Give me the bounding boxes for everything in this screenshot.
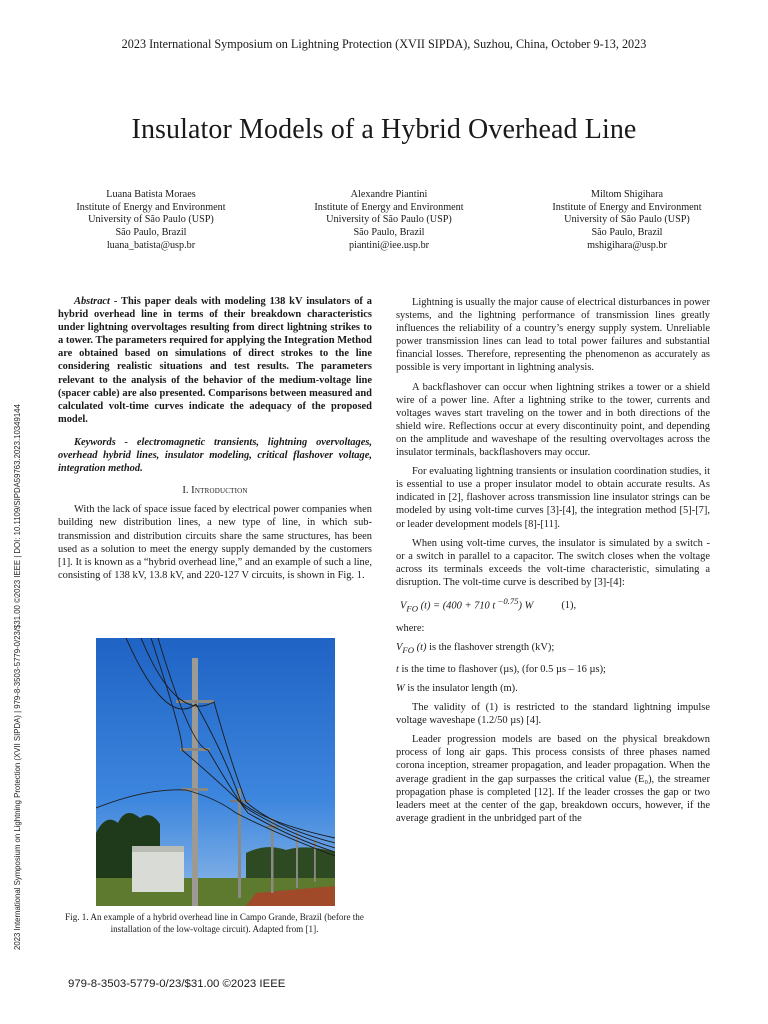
- section-heading: [58, 484, 372, 497]
- author-university: University of São Paulo (USP): [326, 214, 452, 226]
- where-label: where:: [396, 622, 425, 634]
- eq-rhs: ) W: [518, 600, 534, 612]
- def-text: is the insulator length (m).: [404, 682, 518, 694]
- author-institute: Institute of Energy and Environment: [76, 201, 226, 213]
- author-email[interactable]: mshigihara@usp.br: [587, 239, 667, 251]
- eq-body: (t) = (400 + 710 t: [417, 600, 496, 612]
- def-symbol: W: [396, 682, 405, 694]
- paragraph: For evaluating lightning transients or insulation coordination studies, it is essential to use a proper insulator model to obtain accurate results. As indicated in [2], flashover across transmission line insulator strings can be modeled by using volt-time curves [3]-[4], the integration method [5]-[7], or leader development models [8]-[11].: [396, 466, 710, 530]
- definition-t: [396, 663, 710, 676]
- author-email[interactable]: piantini@iee.usp.br: [348, 239, 430, 251]
- section-title: Introduction: [191, 485, 248, 497]
- copyright-footer: 979-8-3503-5779-0/23/$31.00 ©2023 IEEE: [68, 978, 286, 990]
- def-subscript: FO: [402, 644, 414, 655]
- abstract-lead: Abstract -: [74, 296, 118, 307]
- power-line-photo: [96, 638, 335, 906]
- left-column: [58, 295, 372, 582]
- conference-header: 2023 International Symposium on Lightning Protection (XVII SIPDA), Suzhou, China, October 9-13, 2023: [121, 37, 647, 51]
- equation-1: [396, 595, 710, 616]
- def-text: is the time to flashover (µs), (for 0.5 µs – 16 µs);: [398, 663, 606, 675]
- author-institute: Institute of Energy and Environment: [552, 201, 702, 213]
- keywords: [58, 436, 372, 475]
- definition-vfo: [396, 641, 710, 657]
- author-block: [46, 189, 732, 253]
- def-symbol: V: [396, 641, 403, 653]
- author-email[interactable]: luana_batista@usp.br: [106, 239, 196, 251]
- equation-number: (1),: [561, 600, 577, 612]
- definition-w: [396, 682, 710, 695]
- paragraph: When using volt-time curves, the insulator is simulated by a switch - or a switch in parallel to a capacitor. The switch closes when the voltage across its terminals exceeds the volt-time characteristic, simulating a disruption. The volt-time curve is described by [3]-[4]:: [396, 537, 710, 588]
- author-2: [284, 189, 494, 253]
- eq-exponent: −0.75: [495, 595, 519, 606]
- eq-subscript: FO: [406, 603, 418, 614]
- author-city: São Paulo, Brazil: [115, 227, 187, 239]
- paragraph: The validity of (1) is restricted to the standard lightning impulse voltage waveshape (1.2/50 µs) [4].: [396, 702, 710, 727]
- paper-title: Insulator Models of a Hybrid Overhead Line: [131, 114, 637, 145]
- author-university: University of São Paulo (USP): [564, 214, 690, 226]
- keywords-text: electromagnetic transients, lightning overvoltages, overhead hybrid lines, insulator modeling, critical flashover voltage, integration method.: [58, 436, 373, 475]
- author-university: University of São Paulo (USP): [88, 214, 214, 226]
- paragraph: Leader progression models are based on the physical breakdown process of long air gaps. This process consists of three phases named corona inception, streamer propagation, and leader propagation. When the average gradient in the gap surpasses the critical value (E₀), the streamer propagation phase is completed [12]. If the leader crosses the gap or two leaders meet at the center of the gap, breakdown occurs, however, if the average gradient in the unbridged part of the: [396, 734, 710, 824]
- author-name: Miltom Shigihara: [590, 189, 664, 200]
- def-text: is the flashover strength (kV);: [426, 641, 555, 653]
- intro-paragraph: With the lack of space issue faced by electrical power companies when building new distribution lines, a new type of line, in which sub-transmission and distribution circuits share the same structures, has been used as a solution to meet the energy supply demanded by the customers [1]. It is known as a “hybrid overhead line,” and an example of such a line, consisting of 138 kV, 13.8 kV, and 220-127 V circuits, is shown in Fig. 1.: [58, 504, 372, 581]
- keywords-lead: Keywords -: [74, 436, 129, 448]
- eq-symbol: V: [400, 600, 407, 612]
- author-1: [46, 189, 256, 253]
- def-symbol: t: [396, 663, 399, 675]
- def-arg: (t): [413, 641, 427, 653]
- author-3: [522, 189, 732, 253]
- author-city: São Paulo, Brazil: [353, 227, 425, 239]
- author-institute: Institute of Energy and Environment: [314, 201, 464, 213]
- author-city: São Paulo, Brazil: [591, 227, 663, 239]
- abstract-text: This paper deals with modeling 138 kV insulators of a hybrid overhead line in terms of their breakdown characteristics under lightning overvoltages resulting from direct lightning strikes to a tower. The parameters required for applying the Integration Method are obtained based on simulations of direct strokes to the line considering realistic situations and test results. The parameters relevant to the analysis of the behavior of the medium-voltage line (spacer cable) are also presented. Comparisons between measured and calculated volt-time curves indicate the adequacy of the proposed model.: [58, 296, 372, 425]
- paragraph: A backflashover can occur when lightning strikes a tower or a shield wire of a power line. After a lightning strike to the tower, currents and voltages waves start traveling on the tower and in both directions of the shield wire. Reflections occur at every discontinuity point, and depending on the amplitude and waveshape of the resulting overvoltages across the insulator terminals, backflashovers may occur.: [396, 381, 710, 459]
- figure-caption: Fig. 1. An example of a hybrid overhead line in Campo Grande, Brazil (before the installation of the low-voltage circuit). Adapted from [1].: [65, 912, 364, 934]
- author-name: Luana Batista Moraes: [106, 189, 196, 200]
- section-numeral: I.: [182, 485, 189, 497]
- abstract: [58, 295, 372, 426]
- author-name: Alexandre Piantini: [350, 189, 428, 200]
- right-column: [396, 296, 710, 825]
- figure-hybrid-line-photo: [96, 638, 335, 906]
- paragraph: Lightning is usually the major cause of electrical disturbances in power systems, and the lightning performance of transmission lines greatly influences the reliability of a country’s energy supply system. Unreliable power transmission lines can lead to total power failures and substantial financial losses. Therefore, representing the phenomenon as accurately as possible is very important in lightning analysis.: [396, 297, 710, 374]
- doi-sidebar: 2023 International Symposium on Lightning Protection (XVII SIPDA) | 979-8-3503-5779-0/23/$31.00 ©2023 IEEE | DOI: 10.1109/SIPDA59763.2023.10349144: [13, 404, 22, 950]
